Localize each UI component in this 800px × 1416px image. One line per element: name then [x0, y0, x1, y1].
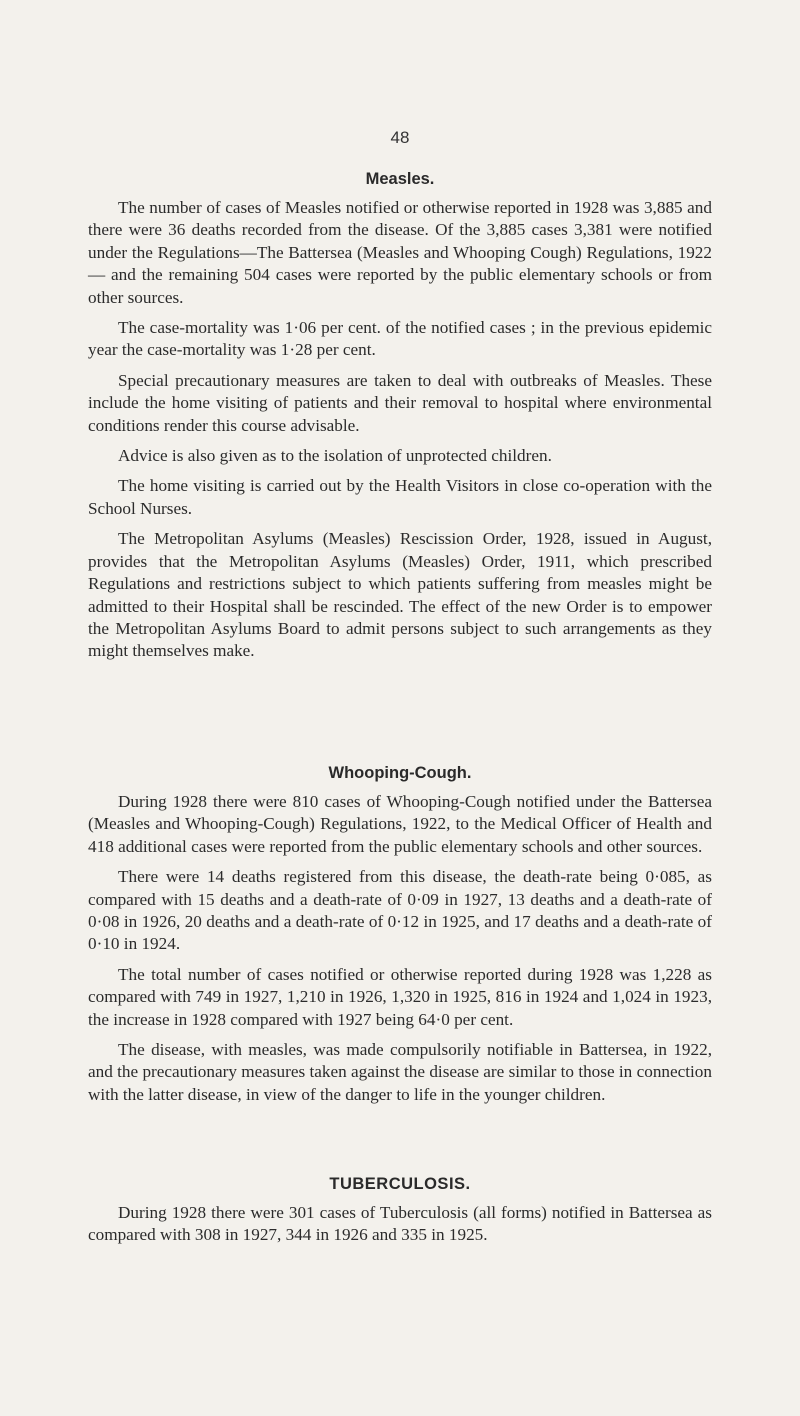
whooping-cough-paragraph: There were 14 deaths registered from this disease, the death-rate being 0·085, as compared with 15 deaths and a death-rate of 0·09 in 1927, 13 deaths and a death-rate of 0·08 in 1926, 20 deaths and a death-rate of 0·12 in 1925, and 17 deaths and a death-rate of 0·10 in 1924.	[88, 867, 712, 954]
whooping-cough-paragraph: The disease, with measles, was made compulsorily notifiable in Battersea, in 1922, and the precautionary measures taken against the disease are similar to those in connection with the latter disease, in view of the danger to life in the younger children.	[88, 1040, 712, 1104]
measles-paragraph: The home visiting is carried out by the Health Visitors in close co-operation with the School Nurses.	[88, 476, 712, 518]
tuberculosis-heading: TUBERCULOSIS.	[329, 1175, 471, 1193]
whooping-cough-paragraph: During 1928 there were 810 cases of Whooping-Cough notified under the Battersea (Measles and Whooping-Cough) Regulations, 1922, to the Medical Officer of Health and 418 additional cases were reported from the public elementary schools and other sources.	[88, 792, 712, 856]
whooping-cough-paragraph: The total number of cases notified or otherwise reported during 1928 was 1,228 as compared with 749 in 1927, 1,210 in 1926, 1,320 in 1925, 816 in 1924 and 1,024 in 1923, the increase in 1928 compared with 1927 being 64·0 per cent.	[88, 964, 712, 1029]
measles-paragraph: The case-mortality was 1·06 per cent. of the notified cases ; in the previous epidemic year the case-mortality was 1·28 per cent.	[88, 318, 712, 360]
measles-paragraph: The Metropolitan Asylums (Measles) Rescission Order, 1928, issued in August, provides that the Metropolitan Asylums (Measles) Order, 1911, which prescribed Regulations and restrictions subject to which patients suffering from measles might be admitted to their Hospital shall be rescinded. The effect of the new Order is to empower the Metropolitan Asylums Board to admit persons subject to such arrangements as they might themselves make.	[88, 529, 712, 661]
measles-paragraph: Special precautionary measures are taken to deal with outbreaks of Measles. These include the home visiting of patients and their removal to hospital where environmental conditions render this course advisable.	[88, 370, 712, 435]
measles-paragraph: Advice is also given as to the isolation of unprotected children.	[118, 446, 552, 466]
whooping-cough-heading: Whooping-Cough.	[328, 764, 472, 782]
measles-section	[88, 170, 712, 671]
whooping-cough-section	[88, 764, 712, 1114]
measles-heading: Measles.	[365, 170, 435, 188]
tuberculosis-paragraph: During 1928 there were 301 cases of Tuberculosis (all forms) notified in Battersea as compared with 308 in 1927, 344 in 1926 and 335 in 1925.	[88, 1203, 712, 1245]
page-number: 48	[390, 128, 410, 147]
measles-paragraph: The number of cases of Measles notified or otherwise reported in 1928 was 3,885 and there were 36 deaths recorded from the disease. Of the 3,885 cases 3,381 were notified under the Regulations—The Battersea (Measles and Whooping Cough) Regulations, 1922— and the remaining 504 cases were reported by the public elementary schools or from other sources.	[88, 198, 712, 307]
tuberculosis-section	[88, 1175, 712, 1255]
